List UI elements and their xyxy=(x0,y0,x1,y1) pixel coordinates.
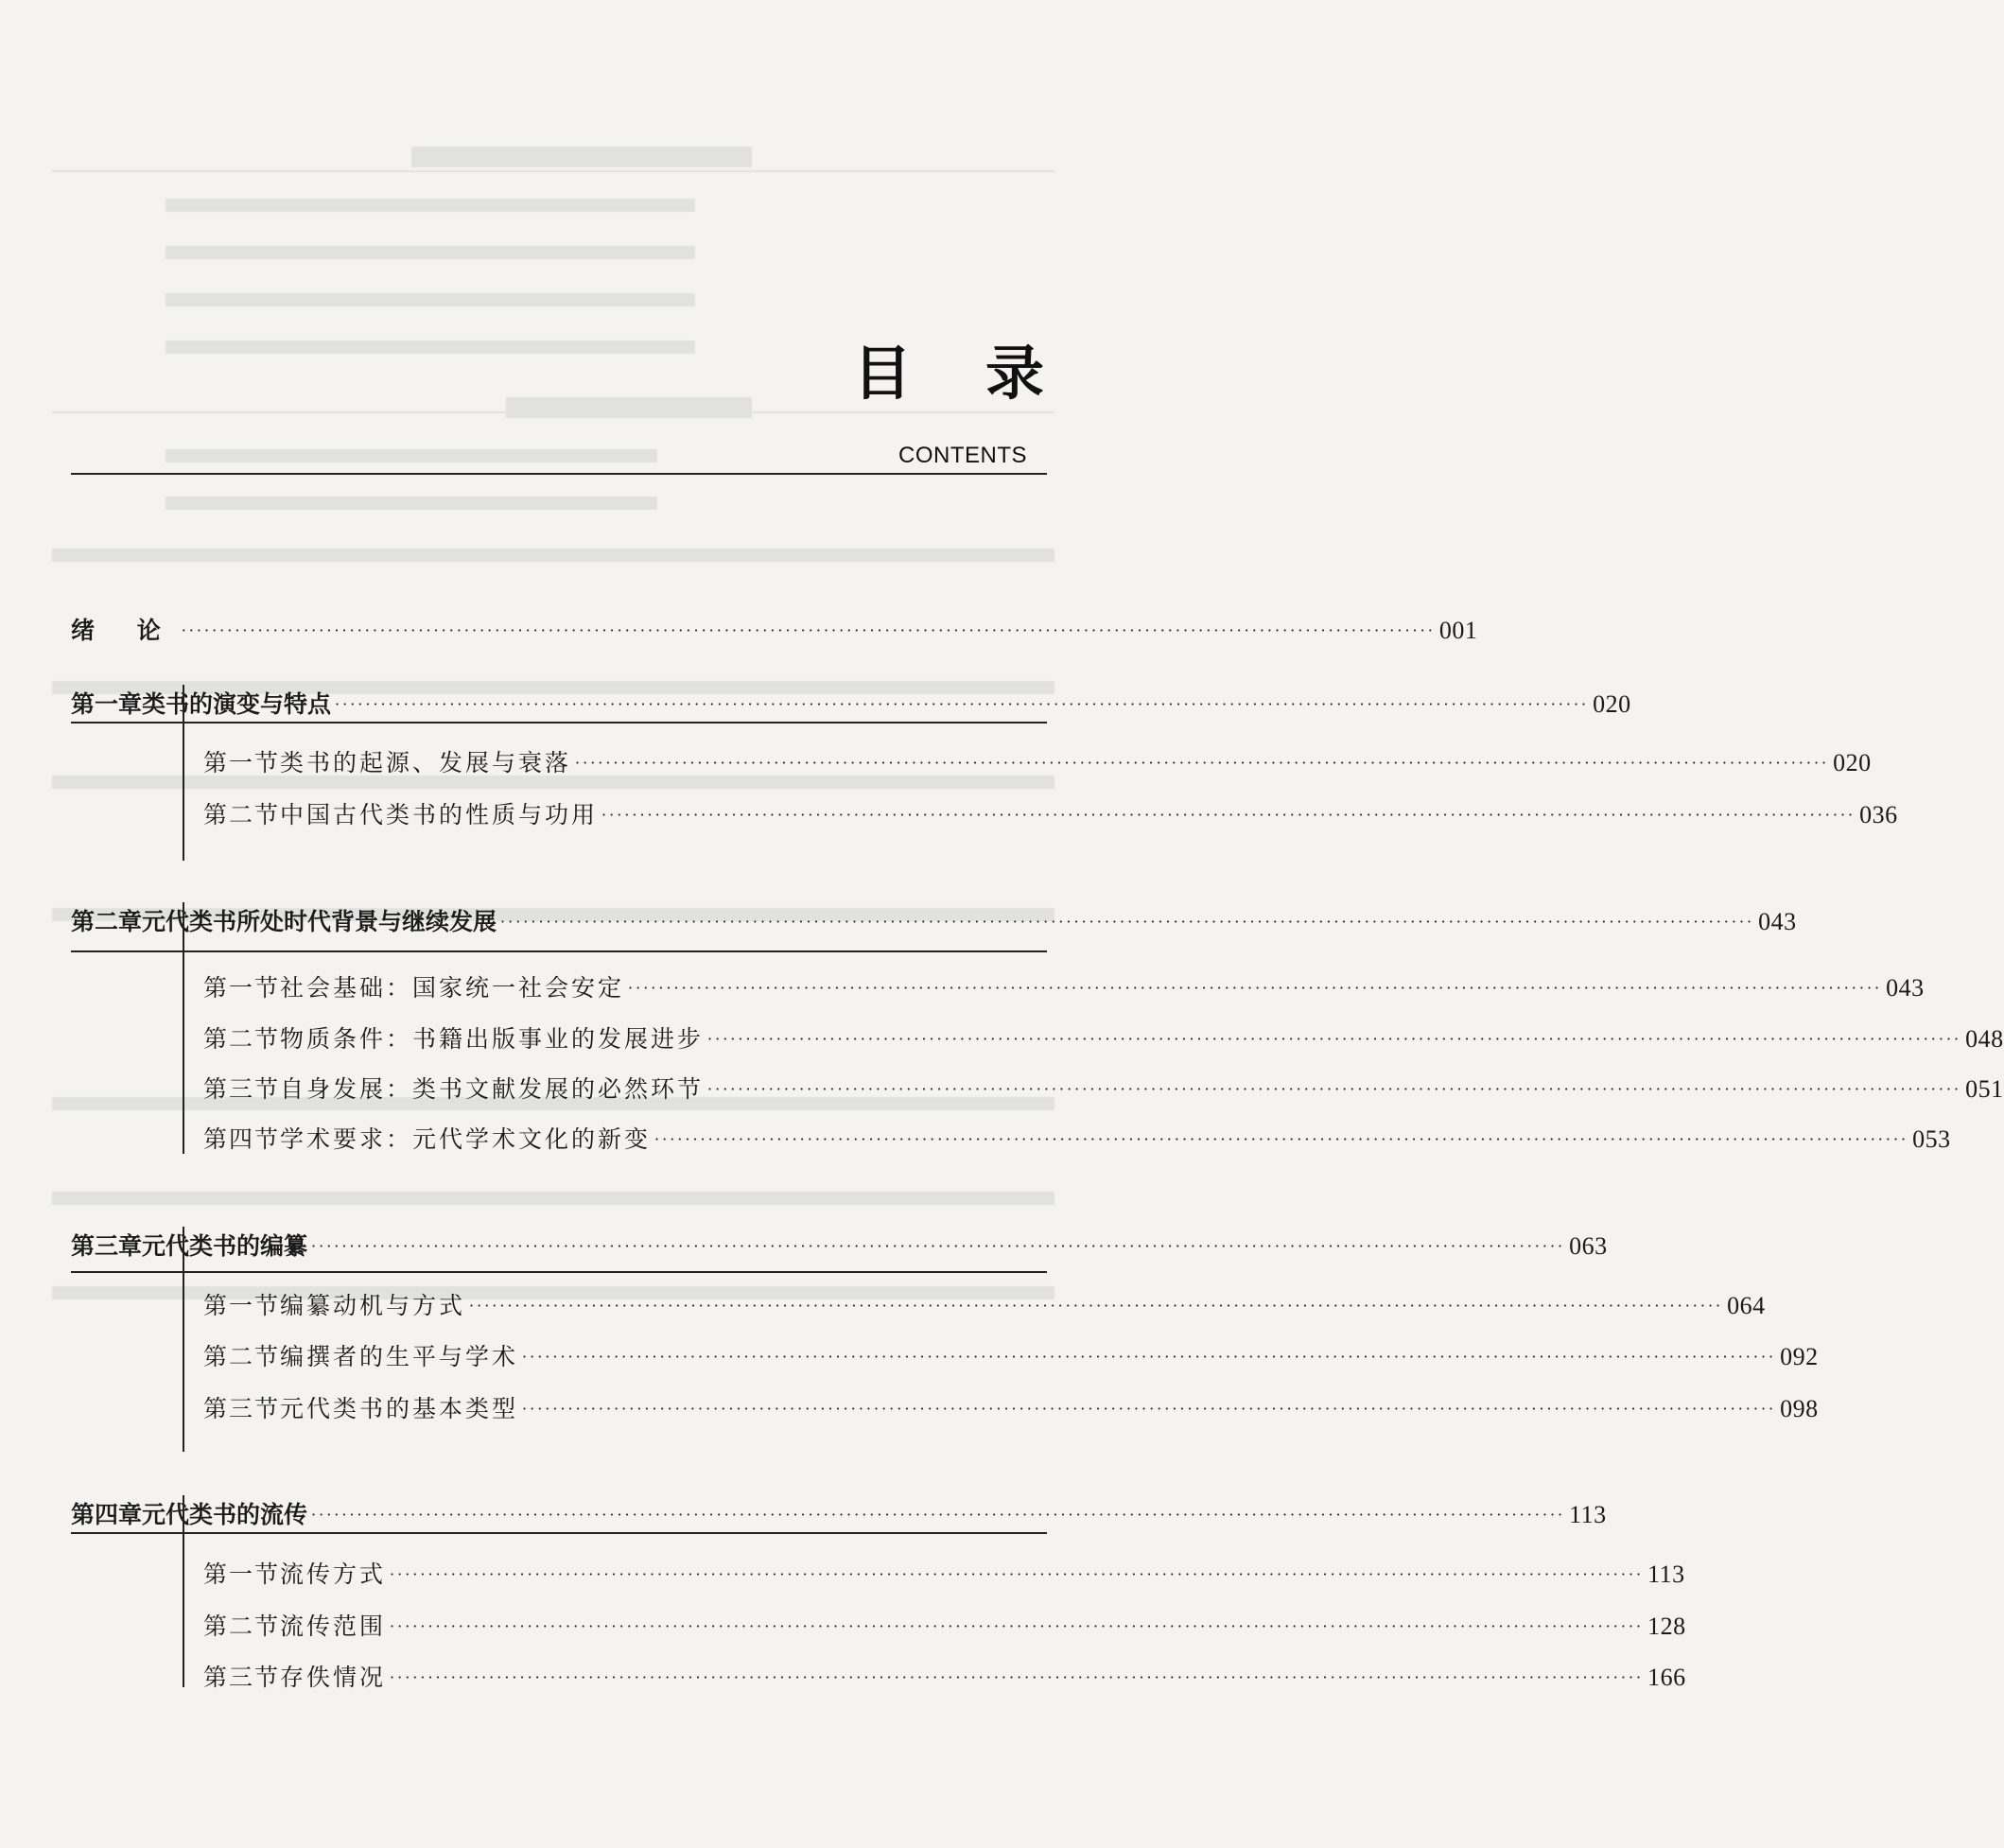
section-number: 第二节 xyxy=(203,1613,281,1640)
toc-entry-4-1[interactable] xyxy=(71,1551,1685,1589)
entry-page: 128 xyxy=(1647,1613,1686,1640)
section-title: 物质条件：书籍出版事业的发展进步 xyxy=(280,1025,705,1053)
entry-page: 064 xyxy=(1727,1292,1766,1319)
section-number: 第一节 xyxy=(203,974,281,1002)
leader-dots: ···································································································································································· xyxy=(522,1348,1777,1366)
section-number: 第一节 xyxy=(203,749,281,776)
toc-entry-2-1[interactable] xyxy=(71,965,1925,1002)
entry-page: 166 xyxy=(1647,1664,1686,1691)
entry-page: 051 xyxy=(1965,1075,2004,1103)
page-title xyxy=(853,326,1044,410)
section-number: 第二节 xyxy=(203,1025,281,1053)
title-char-1: 目 xyxy=(852,339,912,408)
section-number: 第二节 xyxy=(203,801,281,828)
entry-page: 092 xyxy=(1780,1343,1819,1370)
toc-entry-2-4[interactable] xyxy=(71,1116,1951,1154)
section-title: 元代类书的基本类型 xyxy=(280,1395,519,1422)
leader-dots: ···································································································································································· xyxy=(469,1297,1724,1315)
title-divider xyxy=(71,473,1047,475)
section-number: 第三节 xyxy=(203,1664,281,1691)
section-title: 存佚情况 xyxy=(280,1664,387,1691)
leader-dots: ···································································································································································· xyxy=(707,1080,1962,1098)
toc-entry-chapter-4[interactable] xyxy=(71,1491,1607,1529)
section-number: 第一节 xyxy=(203,1292,281,1319)
toc-entry-chapter-1[interactable] xyxy=(71,681,1631,719)
leader-dots: ···································································································································································· xyxy=(707,1030,1962,1048)
toc-entry-1-2[interactable] xyxy=(71,792,1898,829)
leader-dots: ···································································································································································· xyxy=(654,1130,1909,1148)
leader-dots: ···································································································································································· xyxy=(575,754,1830,772)
toc-entry-3-3[interactable] xyxy=(71,1386,1819,1423)
section-title: 编撰者的生平与学术 xyxy=(280,1343,519,1370)
entry-page: 043 xyxy=(1886,974,1925,1002)
section-number: 第三节 xyxy=(203,1075,281,1103)
chapter-number: 第三章 xyxy=(71,1232,143,1260)
entry-page: 048 xyxy=(1965,1025,2004,1053)
toc-entry-2-3[interactable] xyxy=(71,1066,2004,1104)
entry-page: 113 xyxy=(1647,1560,1685,1588)
section-title: 编纂动机与方式 xyxy=(280,1292,466,1319)
toc-entry-1-1[interactable] xyxy=(71,740,1872,777)
toc-entry-intro[interactable] xyxy=(71,607,1478,645)
leader-dots: ···································································································································································· xyxy=(628,979,1883,997)
toc-entry-3-1[interactable] xyxy=(71,1282,1766,1320)
entry-page: 063 xyxy=(1569,1232,1608,1260)
section-number: 第一节 xyxy=(203,1560,281,1588)
section-title: 自身发展：类书文献发展的必然环节 xyxy=(280,1075,705,1103)
toc-entry-2-2[interactable] xyxy=(71,1016,2004,1054)
leader-dots: ···································································································································································· xyxy=(311,1237,1566,1255)
chapter-title: 元代类书所处时代背景与继续发展 xyxy=(142,908,497,935)
section-number: 第二节 xyxy=(203,1343,281,1370)
toc-entry-3-2[interactable] xyxy=(71,1334,1819,1371)
section-title: 学术要求：元代学术文化的新变 xyxy=(280,1125,652,1153)
section-number: 第四节 xyxy=(203,1125,281,1153)
leader-dots: ···································································································································································· xyxy=(181,621,1436,639)
leader-dots: ···································································································································································· xyxy=(390,1617,1645,1635)
section-title: 流传方式 xyxy=(280,1560,387,1588)
entry-page: 036 xyxy=(1859,801,1898,828)
chapter-4-rule xyxy=(71,1532,1047,1534)
leader-dots: ···································································································································································· xyxy=(390,1565,1645,1583)
section-title: 流传范围 xyxy=(280,1613,387,1640)
entry-page: 098 xyxy=(1780,1395,1819,1422)
toc-entry-chapter-2[interactable] xyxy=(71,898,1797,936)
chapter-title: 元代类书的编纂 xyxy=(142,1232,308,1260)
bleed-through-texture xyxy=(52,57,1054,1665)
chapter-1-rule xyxy=(71,722,1047,724)
chapter-2-rule xyxy=(71,950,1047,952)
chapter-title: 元代类书的流传 xyxy=(142,1501,308,1528)
leader-dots: ···································································································································································· xyxy=(311,1506,1566,1524)
chapter-3-rule xyxy=(71,1271,1047,1273)
toc-entry-4-3[interactable] xyxy=(71,1654,1686,1692)
entry-page: 020 xyxy=(1833,749,1872,776)
entry-page: 053 xyxy=(1912,1125,1951,1153)
leader-dots: ···································································································································································· xyxy=(500,913,1755,931)
chapter-number: 第一章 xyxy=(71,690,143,718)
section-title: 中国古代类书的性质与功用 xyxy=(280,801,599,828)
toc-entry-chapter-3[interactable] xyxy=(71,1223,1608,1261)
entry-page: 043 xyxy=(1758,908,1797,935)
entry-label: 绪 论 xyxy=(71,617,178,644)
chapter-title: 类书的演变与特点 xyxy=(142,690,332,718)
section-title: 社会基础：国家统一社会安定 xyxy=(280,974,625,1002)
entry-page: 001 xyxy=(1438,617,1478,644)
section-number: 第三节 xyxy=(203,1395,281,1422)
toc-entry-4-2[interactable] xyxy=(71,1603,1686,1641)
leader-dots: ···································································································································································· xyxy=(601,806,1856,824)
contents-subtitle: CONTENTS xyxy=(898,443,1027,468)
entry-page: 020 xyxy=(1593,690,1631,718)
leader-dots: ···································································································································································· xyxy=(335,695,1590,713)
chapter-number: 第二章 xyxy=(71,908,143,935)
entry-page: 113 xyxy=(1569,1501,1607,1528)
section-title: 类书的起源、发展与衰落 xyxy=(280,749,572,776)
leader-dots: ···································································································································································· xyxy=(390,1668,1645,1686)
chapter-number: 第四章 xyxy=(71,1501,143,1528)
title-char-2: 录 xyxy=(985,339,1044,408)
leader-dots: ···································································································································································· xyxy=(522,1400,1777,1418)
